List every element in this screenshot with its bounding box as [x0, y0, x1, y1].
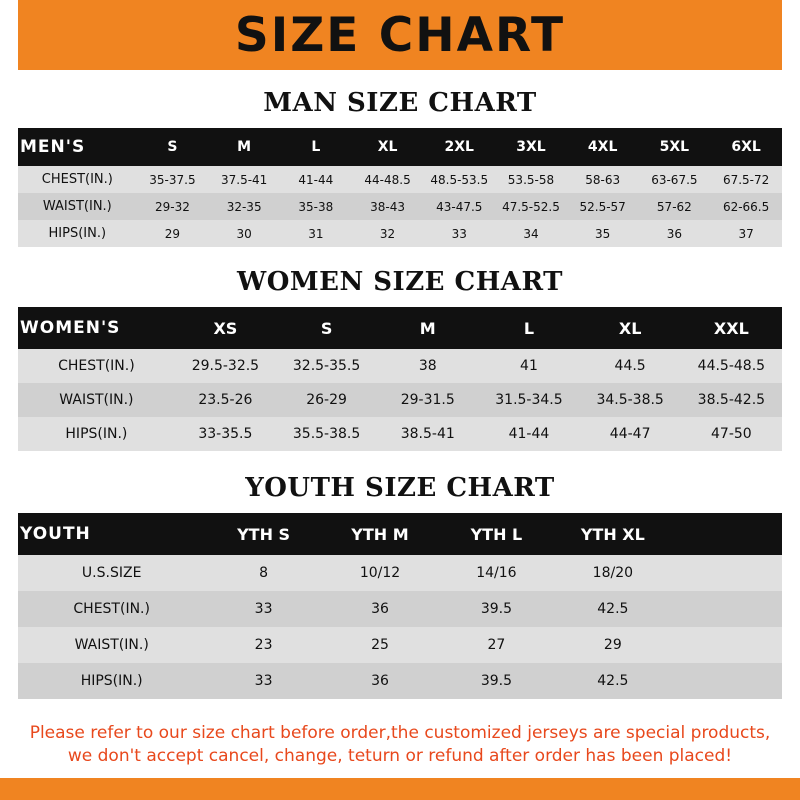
column-header: MEN'S [20, 137, 86, 157]
cell: 43-47.5 [423, 193, 495, 220]
cell: 58-63 [567, 166, 639, 193]
table-header-row [18, 128, 782, 166]
cell: 29 [555, 627, 671, 663]
man-size-table [18, 128, 782, 247]
footer-line-2: we don't accept cancel, change, teturn or refund after order has been placed! [67, 746, 733, 767]
cell: 27 [438, 627, 554, 663]
row-label: WAIST(IN.) [18, 383, 175, 417]
column-header: YTH M [351, 524, 409, 544]
column-header: S [320, 318, 333, 338]
table-row [18, 220, 782, 247]
cell: 23 [205, 627, 321, 663]
cell: 57-62 [639, 193, 711, 220]
table-row [18, 193, 782, 220]
column-header: M [237, 139, 252, 155]
women-section-title: WOMEN SIZE CHART [237, 267, 563, 297]
cell: 38 [377, 349, 478, 383]
column-header: 3XL [516, 139, 546, 155]
cell: 47-50 [681, 417, 782, 451]
cell: 33 [205, 663, 321, 699]
cell: 10/12 [322, 555, 438, 591]
table-row [18, 417, 782, 451]
cell: 37.5-41 [208, 166, 280, 193]
row-label: HIPS(IN.) [18, 663, 205, 699]
cell: 41 [478, 349, 579, 383]
cell: 25 [322, 627, 438, 663]
row-label: HIPS(IN.) [18, 220, 137, 247]
cell: 36 [322, 591, 438, 627]
cell: 26-29 [276, 383, 377, 417]
cell: 32.5-35.5 [276, 349, 377, 383]
row-label: HIPS(IN.) [18, 417, 175, 451]
table-row [18, 349, 782, 383]
column-header: YTH L [470, 524, 523, 544]
column-header: 5XL [659, 139, 690, 155]
cell: 32-35 [208, 193, 280, 220]
footer-disclaimer [0, 708, 800, 778]
column-header: 6XL [731, 139, 761, 155]
table-row [18, 627, 782, 663]
cell: 29-31.5 [377, 383, 478, 417]
row-label: WAIST(IN.) [18, 193, 137, 220]
column-header: L [311, 139, 321, 155]
cell: 44.5 [580, 349, 681, 383]
cell: 14/16 [438, 555, 554, 591]
youth-section-title: YOUTH SIZE CHART [245, 473, 555, 503]
cell: 34 [495, 220, 567, 247]
cell: 52.5-57 [567, 193, 639, 220]
column-header: YTH S [237, 524, 291, 544]
column-header: L [523, 318, 535, 338]
cell: 44-48.5 [352, 166, 424, 193]
row-label: U.S.SIZE [18, 555, 205, 591]
cell: 33-35.5 [175, 417, 276, 451]
table-row [18, 591, 782, 627]
page-title: SIZE CHART [234, 7, 566, 63]
column-header: YOUTH [20, 524, 91, 544]
cell: 38.5-42.5 [681, 383, 782, 417]
cell: 39.5 [438, 591, 554, 627]
column-header: XL [618, 318, 642, 338]
cell: 62-66.5 [710, 193, 782, 220]
column-header: XXL [713, 318, 749, 338]
column-header: XS [213, 318, 238, 338]
table-row [18, 166, 782, 193]
cell: 8 [205, 555, 321, 591]
column-header: WOMEN'S [20, 318, 121, 338]
cell: 47.5-52.5 [495, 193, 567, 220]
cell: 30 [208, 220, 280, 247]
cell: 34.5-38.5 [580, 383, 681, 417]
cell: 48.5-53.5 [423, 166, 495, 193]
table-row [18, 383, 782, 417]
cell: 29.5-32.5 [175, 349, 276, 383]
cell: 31 [280, 220, 352, 247]
row-label: CHEST(IN.) [18, 591, 205, 627]
cell: 42.5 [555, 663, 671, 699]
table-row [18, 555, 782, 591]
row-label: CHEST(IN.) [18, 166, 137, 193]
cell: 44.5-48.5 [681, 349, 782, 383]
cell-spacer [671, 591, 782, 627]
footer-line-1: Please refer to our size chart before order,the customized jerseys are special products, [29, 723, 771, 744]
cell: 38.5-41 [377, 417, 478, 451]
cell: 41-44 [280, 166, 352, 193]
cell: 23.5-26 [175, 383, 276, 417]
footer-bar [0, 778, 800, 800]
cell: 42.5 [555, 591, 671, 627]
banner-right-edge [782, 0, 800, 70]
cell: 39.5 [438, 663, 554, 699]
cell: 63-67.5 [639, 166, 711, 193]
cell: 18/20 [555, 555, 671, 591]
cell-spacer [671, 663, 782, 699]
cell: 29-32 [137, 193, 209, 220]
cell: 37 [710, 220, 782, 247]
cell: 31.5-34.5 [478, 383, 579, 417]
column-header: S [167, 139, 178, 155]
header-banner [0, 0, 800, 70]
cell: 67.5-72 [710, 166, 782, 193]
table-row [18, 663, 782, 699]
charts-container [0, 70, 800, 708]
cell: 35 [567, 220, 639, 247]
column-header-spacer [671, 513, 782, 555]
row-label: WAIST(IN.) [18, 627, 205, 663]
cell: 35-37.5 [137, 166, 209, 193]
cell: 44-47 [580, 417, 681, 451]
cell: 36 [322, 663, 438, 699]
cell: 29 [137, 220, 209, 247]
banner-left-edge [0, 0, 18, 70]
women-size-table [18, 307, 782, 451]
cell: 36 [639, 220, 711, 247]
cell: 33 [423, 220, 495, 247]
column-header: YTH XL [580, 524, 645, 544]
cell: 33 [205, 591, 321, 627]
youth-size-table [18, 513, 782, 699]
column-header: M [419, 318, 436, 338]
cell: 41-44 [478, 417, 579, 451]
table-header-row [18, 307, 782, 349]
table-header-row [18, 513, 782, 555]
row-label: CHEST(IN.) [18, 349, 175, 383]
cell-spacer [671, 627, 782, 663]
cell: 38-43 [352, 193, 424, 220]
column-header: XL [377, 139, 398, 155]
column-header: 2XL [444, 139, 474, 155]
man-section-title: MAN SIZE CHART [263, 88, 537, 118]
cell: 53.5-58 [495, 166, 567, 193]
cell-spacer [671, 555, 782, 591]
cell: 35.5-38.5 [276, 417, 377, 451]
column-header: 4XL [587, 139, 618, 155]
cell: 35-38 [280, 193, 352, 220]
cell: 32 [352, 220, 424, 247]
